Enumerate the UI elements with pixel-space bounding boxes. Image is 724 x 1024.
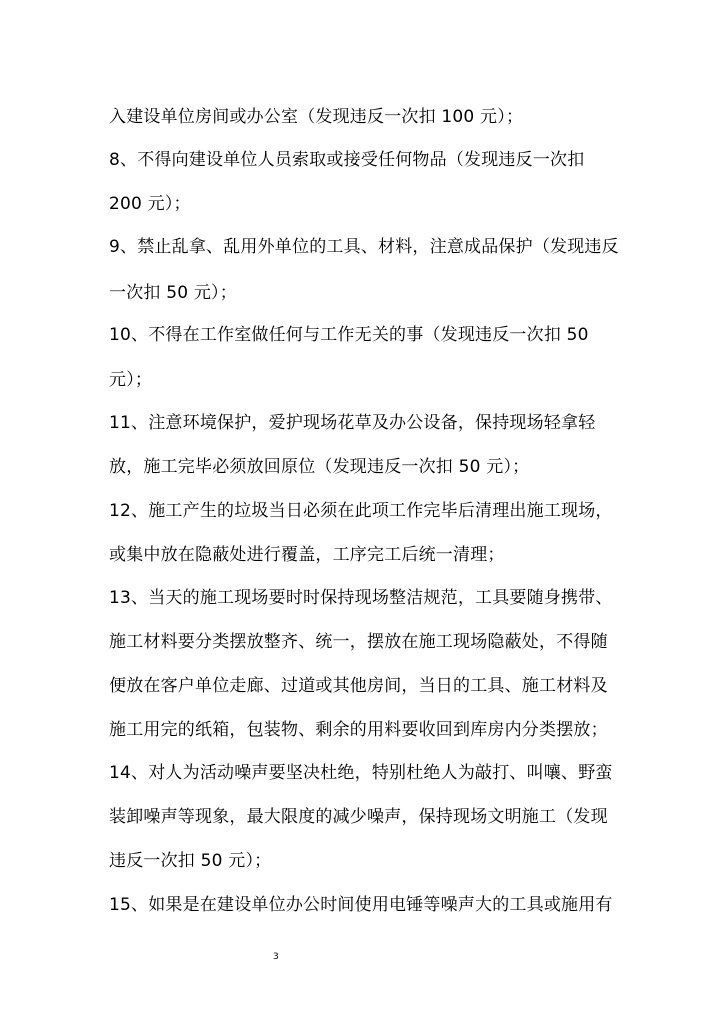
text-line: 或集中放在隐蔽处进行覆盖，工序完工后统一清理； bbox=[109, 545, 505, 565]
text-line: 元）； bbox=[109, 370, 153, 390]
text-line: 10、不得在工作室做任何与工作无关的事（发现违反一次扣 50 bbox=[109, 325, 589, 345]
text-line: 装卸噪声等现象，最大限度的减少噪声，保持现场文明施工（发现 bbox=[109, 807, 608, 827]
page-number: 3 bbox=[273, 952, 279, 962]
text-line: 入建设单位房间或办公室（发现违反一次扣 100 元）； bbox=[109, 107, 524, 127]
text-line: 便放在客户单位走廊、过道或其他房间，当日的工具、施工材料及 bbox=[109, 676, 608, 696]
text-line: 15、如果是在建设单位办公时间使用电锤等噪声大的工具或施用有 bbox=[109, 895, 613, 915]
text-line: 200 元）； bbox=[109, 194, 191, 214]
text-line: 施工用完的纸箱，包装物、剩余的用料要收回到库房内分类摆放； bbox=[109, 720, 608, 740]
text-line: 施工材料要分类摆放整齐、统一，摆放在施工现场隐蔽处，不得随 bbox=[109, 632, 608, 652]
text-line: 13、当天的施工现场要时时保持现场整洁规范，工具要随身携带、 bbox=[109, 588, 613, 608]
text-line: 违反一次扣 50 元）； bbox=[109, 851, 272, 871]
text-line: 11、注意环境保护，爱护现场花草及办公设备，保持现场轻拿轻 bbox=[109, 413, 596, 433]
text-line: 放，施工完毕必须放回原位（发现违反一次扣 50 元）； bbox=[109, 457, 530, 477]
text-line: 一次扣 50 元）； bbox=[109, 283, 237, 303]
text-line: 8、不得向建设单位人员索取或接受任何物品（发现违反一次扣 bbox=[109, 150, 585, 170]
text-line: 14、对人为活动噪声要坚决杜绝，特别杜绝人为敲打、叫嚷、野蛮 bbox=[109, 763, 613, 783]
text-line: 12、施工产生的垃圾当日必须在此项工作完毕后清理出施工现场， bbox=[109, 501, 613, 521]
text-line: 9、禁止乱拿、乱用外单位的工具、材料，注意成品保护（发现违反 bbox=[109, 237, 619, 257]
